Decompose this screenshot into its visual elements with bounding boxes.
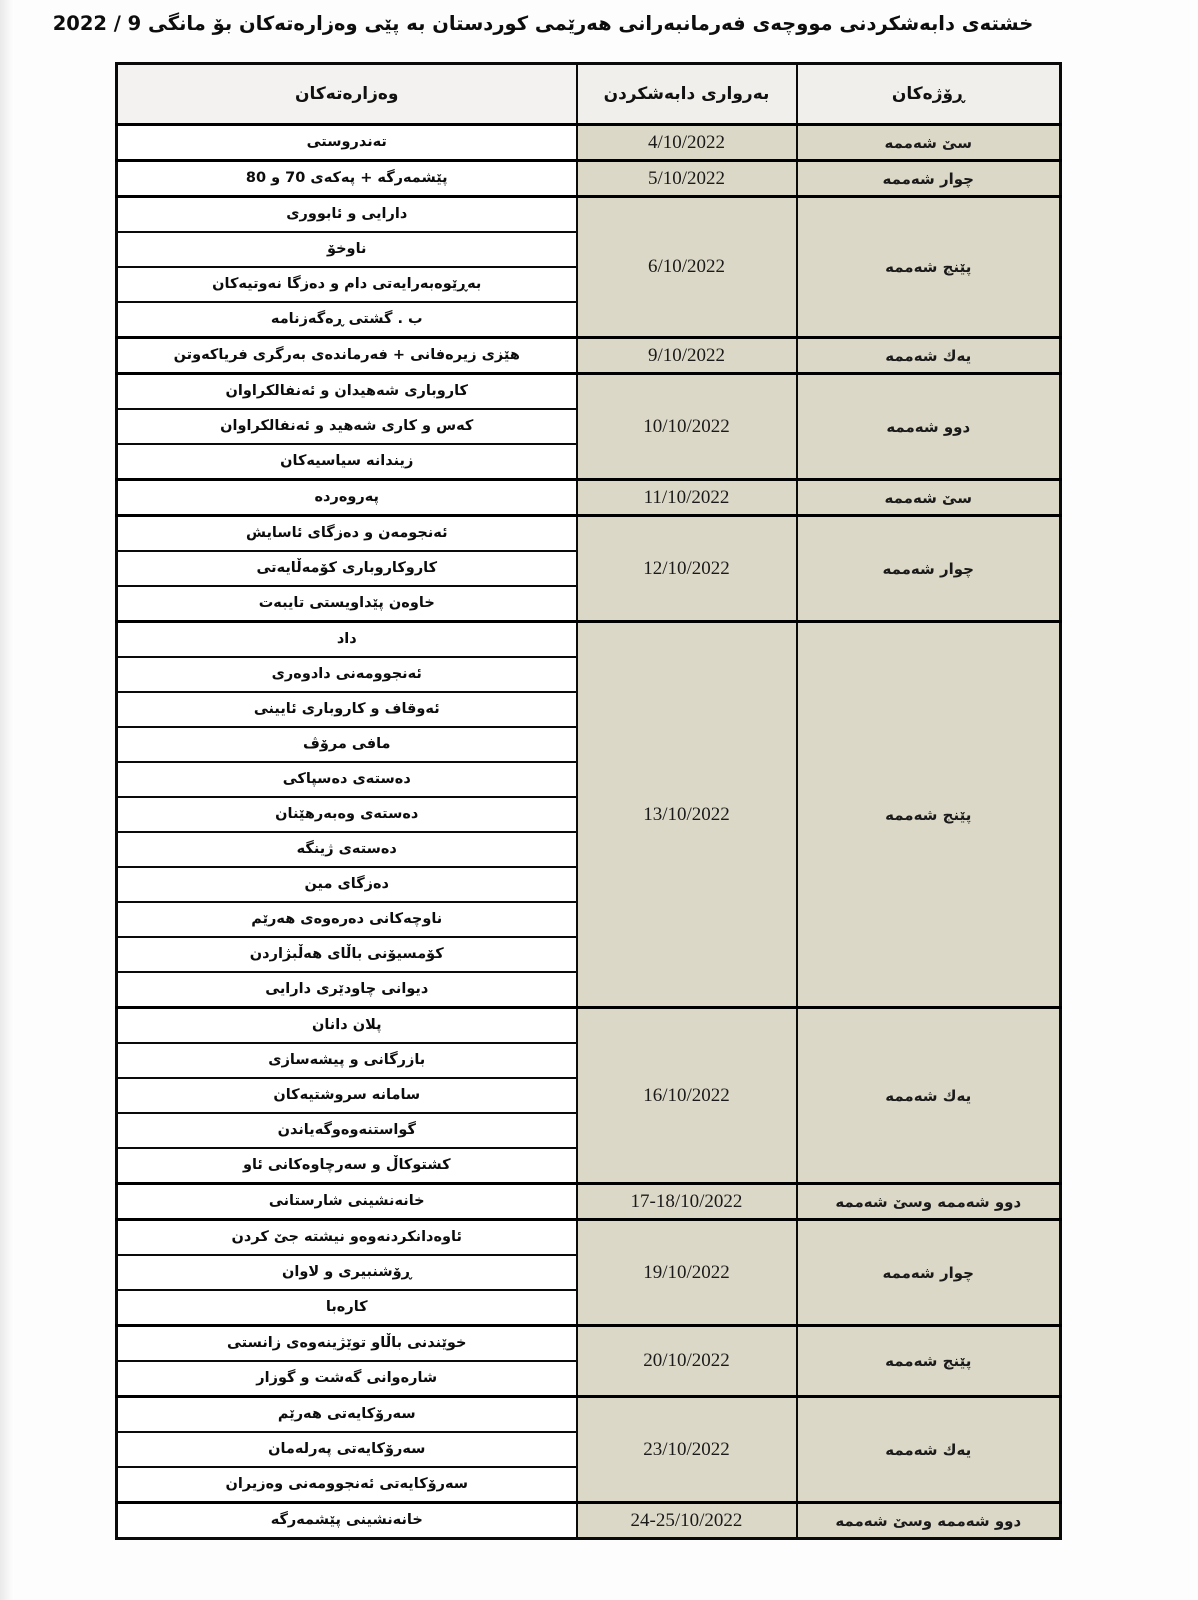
- cell-day: یەك شەممە: [797, 1397, 1061, 1503]
- cell-ministry: پلان دانان: [117, 1008, 577, 1044]
- cell-day: چوار شەممە: [797, 1220, 1061, 1326]
- cell-distribution-date: 24-25/10/2022: [577, 1503, 797, 1539]
- cell-ministry: پەروەردە: [117, 480, 577, 516]
- cell-ministry: ئەوقاف و کاروباری ئایینی: [117, 692, 577, 727]
- cell-ministry: کۆمسیۆنی باڵای هەڵبژاردن: [117, 937, 577, 972]
- table-row: [117, 338, 1061, 374]
- cell-ministry: دارایی و ئابووری: [117, 197, 577, 233]
- cell-day: پێنج شەممە: [797, 197, 1061, 338]
- cell-ministry: خوێندنی باڵاو توێژینەوەی زانستی: [117, 1326, 577, 1362]
- cell-ministry: هێزی زیرەفانی + فەرماندەی بەرگری فریاکەوتن: [117, 338, 577, 374]
- cell-day: سێ شەممە: [797, 480, 1061, 516]
- cell-ministry: کارەبا: [117, 1290, 577, 1326]
- cell-ministry: سەرۆکایەتی هەرێم: [117, 1397, 577, 1433]
- cell-distribution-date: 5/10/2022: [577, 161, 797, 197]
- cell-ministry: تەندروستی: [117, 125, 577, 161]
- cell-distribution-date: 4/10/2022: [577, 125, 797, 161]
- cell-ministry: کاروکاروباری کۆمەڵایەتی: [117, 551, 577, 586]
- table-row: [117, 125, 1061, 161]
- cell-ministry: خانەنشینی شارستانی: [117, 1184, 577, 1220]
- cell-ministry: ناوچەکانی دەرەوەی هەرێم: [117, 902, 577, 937]
- cell-ministry: گواستنەوەوگەیاندن: [117, 1113, 577, 1148]
- cell-ministry: مافی مرۆڤ: [117, 727, 577, 762]
- column-header-days: ڕۆژەکان: [797, 64, 1061, 125]
- cell-ministry: ب . گشتی ڕەگەزنامە: [117, 302, 577, 338]
- table-row: [117, 1326, 1061, 1362]
- cell-ministry: دیوانی چاودێری دارایی: [117, 972, 577, 1008]
- table-row: [117, 1503, 1061, 1539]
- cell-day: دوو شەممە: [797, 374, 1061, 480]
- cell-distribution-date: 10/10/2022: [577, 374, 797, 480]
- cell-ministry: بازرگانی و پیشەسازی: [117, 1043, 577, 1078]
- cell-ministry: دەستەی دەسپاکی: [117, 762, 577, 797]
- cell-ministry: شارەوانی گەشت و گوزار: [117, 1361, 577, 1397]
- cell-distribution-date: 19/10/2022: [577, 1220, 797, 1326]
- salary-distribution-table: [115, 62, 1062, 1540]
- cell-day: سێ شەممە: [797, 125, 1061, 161]
- cell-ministry: سەرۆکایەتی ئەنجوومەنی وەزیران: [117, 1467, 577, 1503]
- cell-day: دوو شەممە وسێ شەممە: [797, 1503, 1061, 1539]
- table-body: [117, 125, 1061, 1539]
- cell-ministry: پێشمەرگە + پەکەی 70 و 80: [117, 161, 577, 197]
- cell-day: چوار شەممە: [797, 516, 1061, 622]
- table-row: [117, 1220, 1061, 1256]
- column-header-ministries: وەزارەتەکان: [117, 64, 577, 125]
- cell-distribution-date: 9/10/2022: [577, 338, 797, 374]
- cell-day: پێنج شەممە: [797, 622, 1061, 1008]
- cell-ministry: دەستەی وەبەرهێنان: [117, 797, 577, 832]
- table-row: [117, 1184, 1061, 1220]
- cell-distribution-date: 16/10/2022: [577, 1008, 797, 1184]
- cell-ministry: ئەنجوومەنی دادوەری: [117, 657, 577, 692]
- cell-day: یەك شەممە: [797, 1008, 1061, 1184]
- cell-distribution-date: 11/10/2022: [577, 480, 797, 516]
- table-row: [117, 197, 1061, 233]
- cell-ministry: ئاوەدانکردنەوەو نیشتە جێ کردن: [117, 1220, 577, 1256]
- table-header: [117, 64, 1061, 125]
- cell-ministry: ئەنجومەن و دەزگای ئاسایش: [117, 516, 577, 552]
- cell-ministry: سامانە سروشتیەکان: [117, 1078, 577, 1113]
- cell-ministry: بەڕێوەبەرایەتی دام و دەزگا نەوتیەکان: [117, 267, 577, 302]
- table-row: [117, 516, 1061, 552]
- schedule-table-container: [118, 62, 1062, 1540]
- cell-day: دوو شەممە وسێ شەممە: [797, 1184, 1061, 1220]
- cell-distribution-date: 13/10/2022: [577, 622, 797, 1008]
- table-row: [117, 1008, 1061, 1044]
- cell-day: پێنج شەممە: [797, 1326, 1061, 1397]
- page-title: خشتەی دابەشکردنی مووچەی فەرمانبەرانی هەرێمی کوردستان بە پێی وەزارەتەکان بۆ مانگی 9 / 2022: [52, 12, 1034, 35]
- cell-day: یەك شەممە: [797, 338, 1061, 374]
- column-header-distribution-date: بەرواری دابەشکردن: [577, 64, 797, 125]
- cell-distribution-date: 6/10/2022: [577, 197, 797, 338]
- cell-distribution-date: 20/10/2022: [577, 1326, 797, 1397]
- cell-ministry: دەستەی ژینگە: [117, 832, 577, 867]
- cell-ministry: کەس و کاری شەهید و ئەنفالکراوان: [117, 409, 577, 444]
- cell-ministry: ناوخۆ: [117, 232, 577, 267]
- cell-ministry: خانەنشینی پێشمەرگە: [117, 1503, 577, 1539]
- cell-distribution-date: 17-18/10/2022: [577, 1184, 797, 1220]
- cell-ministry: زیندانە سیاسیەکان: [117, 444, 577, 480]
- table-row: [117, 622, 1061, 658]
- cell-ministry: خاوەن پێداویستی تایبەت: [117, 586, 577, 622]
- cell-ministry: دەزگای مین: [117, 867, 577, 902]
- cell-ministry: کاروباری شەهیدان و ئەنفالکراوان: [117, 374, 577, 410]
- table-row: [117, 161, 1061, 197]
- cell-ministry: داد: [117, 622, 577, 658]
- table-header-row: [117, 64, 1061, 125]
- cell-ministry: ڕۆشنبیری و لاوان: [117, 1255, 577, 1290]
- cell-distribution-date: 23/10/2022: [577, 1397, 797, 1503]
- cell-ministry: کشتوکاڵ و سەرچاوەکانی ئاو: [117, 1148, 577, 1184]
- cell-distribution-date: 12/10/2022: [577, 516, 797, 622]
- table-row: [117, 480, 1061, 516]
- table-row: [117, 374, 1061, 410]
- table-row: [117, 1397, 1061, 1433]
- cell-day: چوار شەممە: [797, 161, 1061, 197]
- cell-ministry: سەرۆکایەتی پەرلەمان: [117, 1432, 577, 1467]
